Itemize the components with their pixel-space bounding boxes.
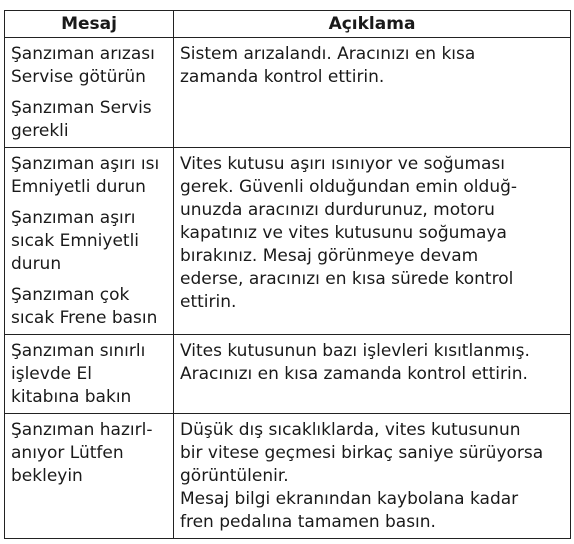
description-line: fren pedalına tamamen basın. <box>180 512 436 532</box>
message-line: Şanzıman arızası <box>11 44 155 64</box>
description-line: zamanda kontrol ettirin. <box>180 67 385 87</box>
message-table <box>4 10 571 539</box>
message-text <box>11 419 171 488</box>
description-cell <box>174 335 571 414</box>
message-text <box>11 284 171 330</box>
message-text <box>11 43 171 89</box>
description-line: gerek. Güvenli olduğundan emin olduğ- <box>180 177 518 197</box>
description-line: Aracınızı en kısa zamanda kontrol ettirin. <box>180 364 528 384</box>
message-line: anıyor Lütfen <box>11 443 124 463</box>
description-line: bir vitese geçmesi birkaç saniye sürüyorsa <box>180 443 544 463</box>
message-line: sıcak Frene basın <box>11 308 158 328</box>
description-line: Vites kutusunun bazı işlevleri kısıtlanmış. <box>180 341 530 361</box>
message-line: kitabına bakın <box>11 387 132 407</box>
description-line: ettirin. <box>180 292 237 312</box>
message-text <box>11 340 171 409</box>
description-line: Vites kutusu aşırı ısınıyor ve soğuması <box>180 154 506 174</box>
message-line: Emniyetli durun <box>11 177 146 197</box>
message-line: gerekli <box>11 121 69 141</box>
table-row <box>5 414 571 539</box>
message-text <box>11 97 171 143</box>
description-line: unuzda aracınızı durdurunuz, motoru <box>180 200 495 220</box>
description-line: bırakınız. Mesaj görünmeye devam <box>180 246 479 266</box>
description-line: Mesaj bilgi ekranından kaybolana kadar <box>180 489 519 509</box>
message-cell <box>5 148 174 335</box>
message-line: Servise götürün <box>11 67 146 87</box>
description-cell <box>174 414 571 539</box>
table-row <box>5 335 571 414</box>
description-line: Sistem arızalandı. Aracınızı en kısa <box>180 44 476 64</box>
description-line: ederse, aracınızı en kısa sürede kontrol <box>180 269 514 289</box>
table-row <box>5 148 571 335</box>
message-cell <box>5 335 174 414</box>
message-line: Şanzıman aşırı ısı <box>11 154 160 174</box>
description-line: görüntülenir. <box>180 466 289 486</box>
message-cell <box>5 414 174 539</box>
description-cell <box>174 38 571 148</box>
message-line: bekleyin <box>11 466 83 486</box>
description-cell <box>174 148 571 335</box>
header-message: Mesaj <box>5 11 174 38</box>
message-cell <box>5 38 174 148</box>
table-body <box>5 38 571 539</box>
description-line: Düşük dış sıcaklıklarda, vites kutusunun <box>180 420 521 440</box>
message-line: Şanzıman Servis <box>11 98 152 118</box>
header-description: Açıklama <box>174 11 571 38</box>
message-line: sıcak Emniyetli <box>11 231 140 251</box>
message-line: Şanzıman hazırl- <box>11 420 153 440</box>
message-text <box>11 207 171 276</box>
message-line: Şanzıman sınırlı <box>11 341 146 361</box>
message-line: Şanzıman çok <box>11 285 130 305</box>
message-text <box>11 153 171 199</box>
table-row <box>5 38 571 148</box>
message-line: işlevde El <box>11 364 92 384</box>
message-line: durun <box>11 254 62 274</box>
message-line: Şanzıman aşırı <box>11 208 136 228</box>
table-header-row <box>5 11 571 38</box>
description-line: kapatınız ve vites kutusunu soğumaya <box>180 223 507 243</box>
